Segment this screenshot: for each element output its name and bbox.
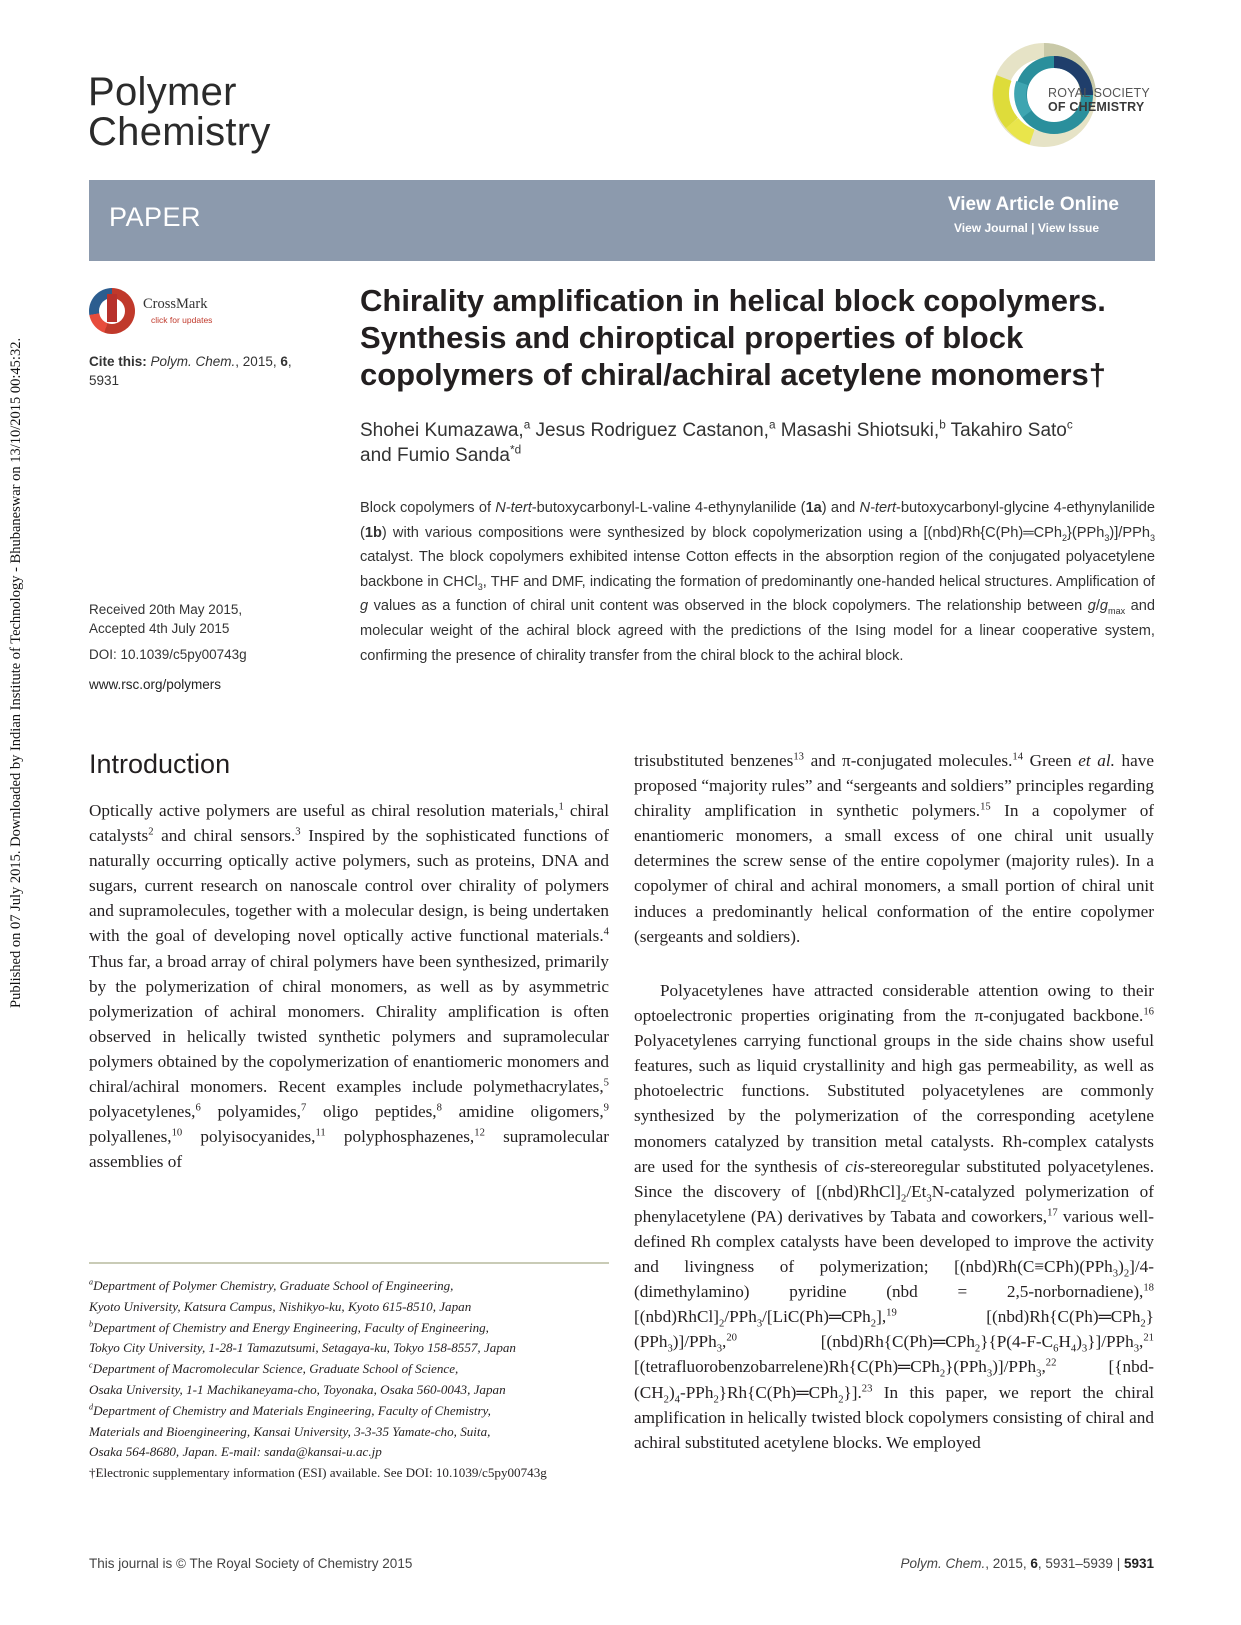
footnote-c: $^c$Department of Macromolecular Science, Graduate School of Science, [89,1360,459,1377]
ref-link[interactable]: 15 [980,801,991,813]
article-doi[interactable]: DOI: 10.1039/c5py00743g [89,647,247,662]
footnote-a: $^a$Department of Polymer Chemistry, Graduate School of Engineering, [89,1277,454,1293]
cite-page: 5931 [89,373,120,388]
ref-link[interactable]: 14 [1012,751,1024,763]
abstract: Block copolymers of N-tert-butoxycarbonyl-L-valine 4-ethynylanilide (1a) and N-tert-butoxycarbonyl-glycine 4-ethynylanilide (1b) with various compositions were synthesized by block copolymerization using a [(nbd)Rh{C(Ph)═CPh$_2$}(PPh$_3$)]/PPh$_3$ catalyst. The block copolymers exhibited intense Cotton effects in the absorption region of the conjugated polyacetylene backbone in CHCl$_3$, THF and DMF, indicating the formation of predominantly one-handed helical structures. Amplification of g values as a function of chiral unit content was observed in the block copolymers. The relationship between $g/g_{max}$ and molecular weight of the achiral block agreed with the predictions of the Ising model for a linear cooperative system, confirming the presence of chirality transfer from the chiral block to the achiral block. [360,500,1156,664]
article-dates [89,600,242,638]
footnote-d: $^d$Department of Chemistry and Materials Engineering, Faculty of Chemistry, [89,1402,491,1418]
ref-link[interactable]: 7 [300,1102,307,1114]
footnote-divider [89,1262,609,1264]
article-type-banner [89,180,1155,261]
cite-this: Cite this: Polym. Chem., 2015, 6, 5931 [89,354,292,388]
rsc-logo-text [1048,86,1150,114]
ref-link[interactable]: 9 [603,1102,609,1114]
footnote-esi: †Electronic supplementary information (ESI) available. See DOI: 10.1039/c5py00743g [89,1465,547,1481]
ref-link[interactable]: 20 [726,1332,737,1344]
footnote-b: $^b$Department of Chemistry and Energy Engineering, Faculty of Engineering, [89,1319,489,1335]
intro-paragraph-2: Polyacetylenes have attracted considerable attention owing to their optoelectronic properties originating from the π-conjugated backbone.$^{16}$ Polyacetylenes carrying functional groups in the side chains show useful features, such as liquid crystallinity and high gas permeability, as well as photoelectric functions. Substituted polyacetylenes are commonly synthesized by the polymerization of the corresponding acetylene monomers catalyzed by transition metal catalysts. Rh-complex catalysts are used for the synthesis of cis-stereoregular substituted polyacetylenes. Since the discovery of $[(nbd)RhCl]_2/Et_3N$-catalyzed polymerization of phenylacetylene (PA) derivatives by Tabata and coworkers,$^{17}$ various well-defined Rh complex catalysts have been developed to improve the activity and livingness of polymerization; $[(nbd)Rh(C\equiv CPh)(PPh_3)_2]/4-(dimethylamino)$ pyridine (nbd = 2,5-norbornadiene),$^{18}$ $[(nbd)RhCl]_2/PPh_3/[LiC(Ph)═CPh_2],^{19}$ [(nbd)Rh{C(Ph)═CPh$_2$}(PPh$_3$)]/PPh$_3$,$^{20}$ $[(nbd)Rh\{C(Ph)═CPh_2\}\{P(4-F-C_6H_4)_3\}]/PPh_3,^{21}$ [(tetrafluorobenzobarrelene)Rh{C(Ph)═CPh$_2$}(PPh$_3$)]/PPh$_3$,$^{22}$ $[\{nbd-(CH_2)_4-PPh_2\}Rh\{C(Ph)═CPh_2\}].^{23}$ In this paper, we report the chiral amplification in helically twisted block copolymers consisting of chiral and achiral substituted acetylene blocks. We employed [634,981,1154,1452]
author-list: Shohei Kumazawa,$^a$ Jesus Rodriguez Castanon,$^a$ Masashi Shiotsuki,$^b$ Takahiro Sato$^c$ and Fumio Sanda$^{*d}$ [360,418,1073,466]
journal-name-line1: Polymer [88,70,237,114]
cite-journal: Polym. Chem. [150,354,236,369]
crossmark-badge[interactable] [89,288,229,336]
ref-link[interactable]: 1 [558,801,564,813]
download-watermark: Published on 07 July 2015. Downloaded by Indian Institute of Technology - Bhubaneswar on 13/10/2015 00:45:32. [8,337,24,1008]
footer-citation: Polym. Chem., 2015, 6, 5931–5939 | 5931 [900,1556,1154,1571]
crossmark-subtitle: click for updates [151,315,213,325]
ref-link[interactable]: 8 [436,1102,442,1114]
ref-link[interactable]: 13 [793,751,804,763]
ref-link[interactable]: 19 [886,1307,897,1319]
page-number: 5931 [1123,1556,1154,1571]
journal-name-line2: Chemistry [88,110,271,154]
journal-name [88,72,271,152]
crossmark-title: CrossMark [143,296,208,312]
ref-link[interactable]: 2 [148,826,154,838]
cite-volume: 6 [280,354,288,369]
view-article-online-link[interactable]: View Article Online [947,194,1119,215]
view-links-separator: | [1031,221,1035,235]
article-title: Chirality amplification in helical block copolymers. Synthesis and chiroptical properties of block copolymers of chiral/achiral acetylene monomers† [360,283,1107,392]
intro-paragraph-1: Optically active polymers are useful as chiral resolution materials,$^1$ chiral catalysts$^2$ and chiral sensors.$^3$ Inspired by the sophisticated functions of naturally occurring optically active polymers, such as proteins, DNA and sugars, current research on nanoscale control over chirality of polymers and supramolecules, together with a molecular design, is being undertaken with the goal of developing novel optically active functional materials.$^4$ Thus far, a broad array of chiral polymers have been synthesized, primarily by the polymerization of chiral monomers, as well as by asymmetric polymerization of achiral monomers. Chirality amplification is often observed in helically twisted synthetic polymers and supramolecular polymers obtained by the copolymerization of enantiomeric monomers and chiral/achiral monomers. Recent examples include polymethacrylates,$^5$ polyacetylenes,$^6$ polyamides,$^7$ oligo peptides,$^8$ amidine oligomers,$^9$ polyallenes,$^{10}$ polyisocyanides,$^{11}$ polyphosphazenes,$^{12}$ supramolecular assemblies of [89,801,610,1172]
accepted-date: Accepted 4th July 2015 [89,621,230,636]
view-journal-link[interactable]: View Journal [953,221,1028,235]
ref-link[interactable]: 12 [474,1127,485,1139]
ref-link[interactable]: 17 [1047,1207,1058,1219]
ref-link[interactable]: 11 [315,1127,326,1139]
received-date: Received 20th May 2015, [89,602,243,617]
rsc-logo-line1: ROYAL SOCIETY [1048,86,1150,100]
footer-copyright: This journal is © The Royal Society of Chemistry 2015 [89,1556,413,1571]
ref-link[interactable]: 16 [1143,1006,1154,1018]
ref-link[interactable]: 4 [603,926,609,938]
view-issue-link[interactable]: View Issue [1037,221,1099,235]
rsc-logo-line2: OF CHEMISTRY [1048,100,1145,114]
view-links [954,220,1099,236]
ref-link[interactable]: 22 [1045,1357,1057,1369]
affiliation-footnotes: $^a$Department of Polymer Chemistry, Graduate School of Engineering, Kyoto University, Katsura Campus, Nishikyo-ku, Kyoto 615-8510, Japan $^b$Department of Chemistry and Energy Engineering, Faculty of Engineering, Tokyo City University, 1-28-1 Tamazutsumi, Setagaya-ku, Tokyo 158-8557, Japan $^c$Department of Macromolecular Science, Graduate School of Science, Osaka University, 1-1 Machikaneyama-cho, Toyonaka, Osaka 560-0043, Japan $^d$Department of Chemistry and Materials Engineering, Faculty of Chemistry, Materials and Bioengineering, Kansai University, 3-3-35 Yamate-cho, Suita, Osaka 564-8680, Japan. E-mail: sanda@kansai-u.ac.jp †Electronic supplementary information (ESI) available. See DOI: 10.1039/c5py00743g [89,1276,609,1484]
article-type-label: PAPER [109,202,202,232]
ref-link[interactable]: 5 [603,1077,609,1089]
intro-paragraph-1-continued: trisubstituted benzenes$^{13}$ and π-conjugated molecules.$^{14}$ Green et al. have proposed “majority rules” and “sergeants and soldiers” principles regarding chirality amplification in synthetic polymers.$^{15}$ In a copolymer of enantiomeric monomers, a small excess of one chiral unit usually determines the screw sense of the entire copolymer (majority rules). In a copolymer of chiral and achiral monomers, a small portion of chiral unit induces a predominantly helical conformation of the entire copolymer (sergeants and soldiers). [634,751,1155,946]
ref-link[interactable]: 3 [295,826,301,838]
ref-link[interactable]: 23 [861,1382,873,1394]
ref-link[interactable]: 18 [1143,1282,1154,1294]
section-heading-introduction: Introduction [89,749,231,779]
ref-link[interactable]: 21 [1143,1332,1154,1344]
ref-link[interactable]: 10 [171,1127,183,1139]
ref-link[interactable]: 6 [195,1102,201,1114]
cite-prefix: Cite this: [89,354,151,369]
journal-url-link[interactable]: www.rsc.org/polymers [89,677,222,692]
